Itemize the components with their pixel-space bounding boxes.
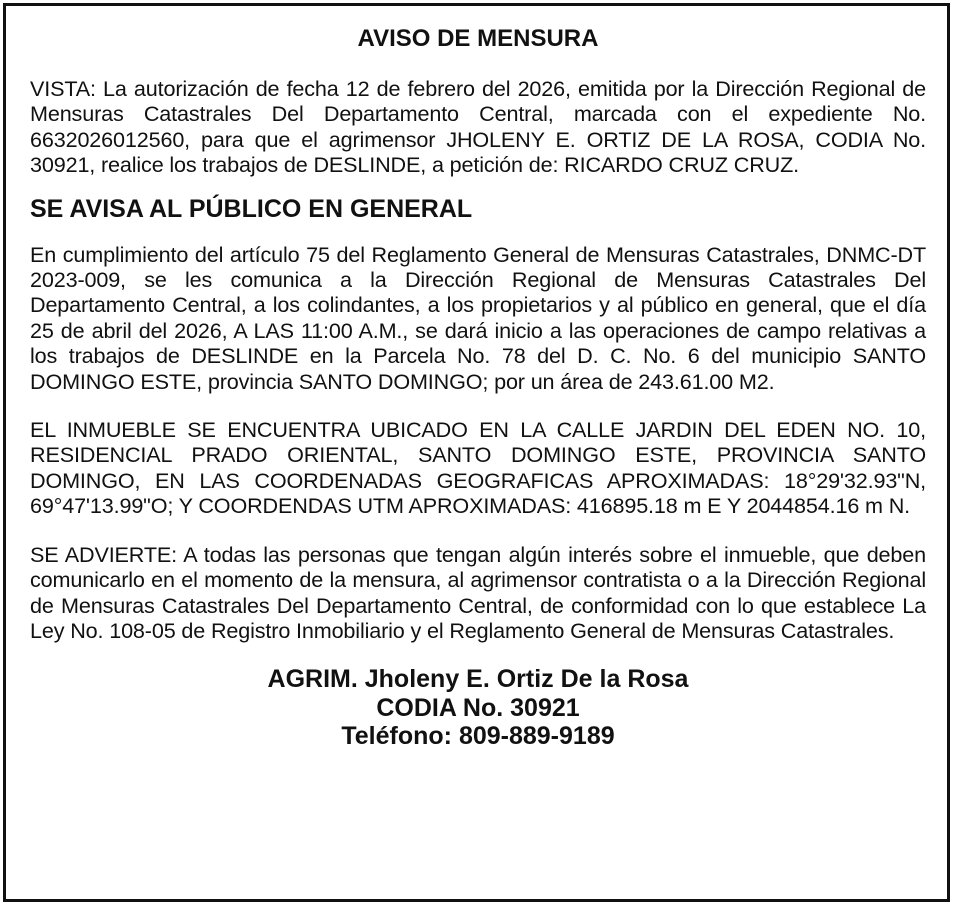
location-paragraph: EL INMUEBLE SE ENCUENTRA UBICADO EN LA CALLE JARDIN DEL EDEN NO. 10, RESIDENCIAL PRADO ORIENTAL, SANTO DOMINGO ESTE, PROVINCIA SANTO DOMINGO, EN LAS COORDENADAS GEOGRAFICAS APROXIMADAS: 18°29'32.93"N, 69°47'13.99"O; Y COORDENDAS UTM APROXIMADAS: 416895.18 m E Y 2044854.16 m N. bbox=[30, 417, 926, 519]
vista-paragraph: VISTA: La autorización de fecha 12 de febrero del 2026, emitida por la Dirección Regional de Mensuras Catastrales Del Departamento Central, marcada con el expediente No. 6632026012560, para que el agrimensor JHOLENY E. ORTIZ DE LA ROSA, CODIA No. 30921, realice los trabajos de DESLINDE, a petición de: RICARDO CRUZ CRUZ. bbox=[30, 76, 926, 178]
notice-frame bbox=[3, 3, 950, 902]
notice-subtitle: SE AVISA AL PÚBLICO EN GENERAL bbox=[30, 194, 473, 223]
notice-content bbox=[30, 24, 926, 751]
signature-name: AGRIM. Jholeny E. Ortiz De la Rosa bbox=[267, 665, 689, 694]
signature-phone: Teléfono: 809-889-9189 bbox=[341, 722, 615, 751]
notice-title: AVISO DE MENSURA bbox=[357, 25, 599, 52]
signature-block bbox=[30, 665, 926, 751]
signature-codia: CODIA No. 30921 bbox=[376, 693, 580, 722]
warning-paragraph: SE ADVIERTE: A todas las personas que tengan algún interés sobre el inmueble, que deben comunicarlo en el momento de la mensura, al agrimensor contratista o a la Dirección Regional de Mensuras Catastrales Del Departamento Central, de conformidad con lo que establece La Ley No. 108-05 de Registro Inmobiliario y el Reglamento General de Mensuras Catastrales. bbox=[30, 541, 926, 643]
body-paragraph: En cumplimiento del artículo 75 del Reglamento General de Mensuras Catastrales, DNMC-DT 2023-009, se les comunica a la Dirección Regional de Mensuras Catastrales Del Departamento Central, a los colindantes, a los propietarios y al público en general, que el día 25 de abril del 2026, A LAS 11:00 A.M., se dará inicio a las operaciones de campo relativas a los trabajos de DESLINDE en la Parcela No. 78 del D. C. No. 6 del municipio SANTO DOMINGO ESTE, provincia SANTO DOMINGO; por un área de 243.61.00 M2. bbox=[30, 241, 926, 394]
